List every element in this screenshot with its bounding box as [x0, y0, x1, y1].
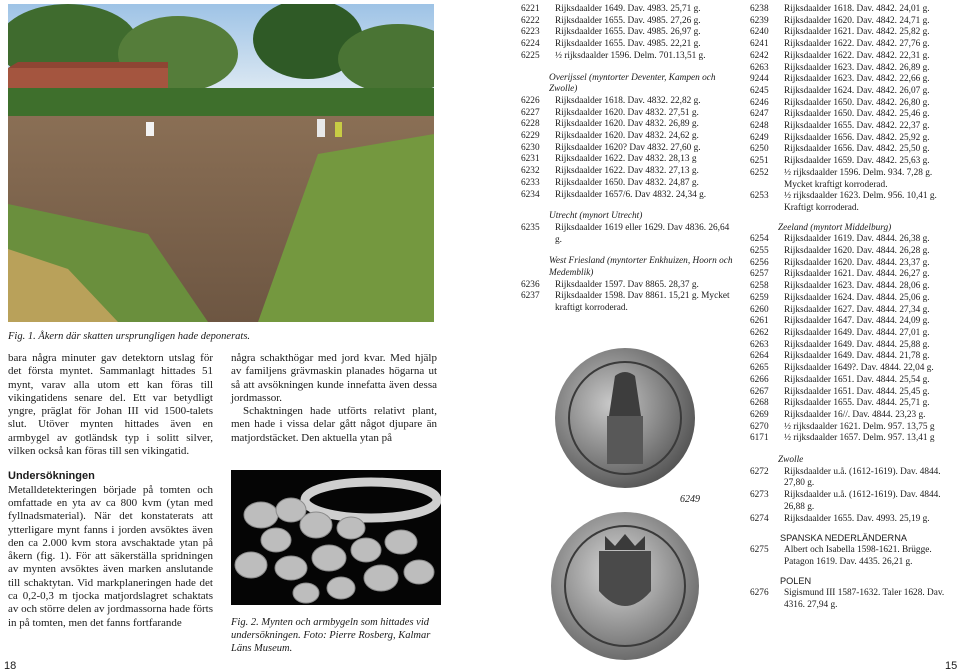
- catalog-number: 6250: [750, 144, 769, 155]
- catalog-number: 6226: [521, 95, 540, 106]
- catalog-number: 6223: [521, 27, 540, 38]
- catalog-number: 6249: [750, 132, 769, 143]
- catalog-entry: [750, 4, 960, 16]
- catalog-entry: [750, 234, 960, 246]
- coins-photo: [231, 470, 441, 605]
- catalog-entry: [521, 190, 736, 202]
- catalog-description: Rijksdaalder 1624. Dav. 4842. 26,07 g.: [784, 85, 930, 96]
- section-overijssel: Overijssel (myntorter Deventer, Kampen och Zwolle): [549, 72, 716, 95]
- catalog-column-1: [521, 4, 736, 315]
- catalog-number: 6224: [521, 39, 540, 50]
- catalog-column-2: [750, 4, 960, 611]
- catalog-entry: [750, 398, 960, 410]
- catalog-description: Rijksdaalder 1656. Dav. 4842. 25,92 g.: [784, 132, 930, 143]
- catalog-number: 6239: [750, 15, 769, 26]
- catalog-entry: [521, 16, 736, 28]
- catalog-entry: [750, 39, 960, 51]
- catalog-number: 6227: [521, 107, 540, 118]
- catalog-entry: [750, 144, 960, 156]
- catalog-entry: [750, 168, 960, 191]
- catalog-entry: [750, 74, 960, 86]
- catalog-description: Rijksdaalder 1623. Dav. 4844. 28,06 g.: [784, 281, 930, 292]
- catalog-description: Rijksdaalder 1650. Dav 4832. 24,87 g.: [555, 177, 699, 188]
- catalog-description: Rijksdaalder 1618. Dav. 4832. 22,82 g.: [555, 95, 701, 106]
- catalog-entry: [521, 280, 736, 292]
- section-utrecht: Utrecht (mynort Utrecht): [549, 211, 643, 222]
- catalog-entry: [750, 258, 960, 270]
- catalog-number: 6272: [750, 466, 769, 477]
- catalog-entry: [750, 340, 960, 352]
- catalog-entry: [750, 63, 960, 75]
- catalog-description: Rijksdaalder 1651. Dav. 4844. 25,54 g.: [784, 374, 930, 385]
- catalog-number: 6257: [750, 269, 769, 280]
- catalog-number: 6265: [750, 363, 769, 374]
- figure-1-caption: Fig. 1. Åkern där skatten ursprungligen hade deponerats.: [8, 331, 251, 342]
- catalog-description: Rijksdaalder 1618. Dav. 4842. 24,01 g.: [784, 4, 930, 14]
- catalog-number: 6246: [750, 97, 769, 108]
- catalog-entry: [521, 39, 736, 51]
- catalog-number: 6262: [750, 327, 769, 338]
- catalog-description: Rijksdaalder 1622. Dav 4832. 27,13 g.: [555, 166, 699, 177]
- catalog-number: 6248: [750, 121, 769, 132]
- catalog-number: 6232: [521, 166, 540, 177]
- catalog-description: Rijksdaalder 1622. Dav. 4842. 22,31 g.: [784, 50, 930, 61]
- catalog-number: 9244: [750, 74, 769, 85]
- catalog-description: Rijksdaalder 1621. Dav. 4842. 25,82 g.: [784, 27, 930, 38]
- catalog-entry: [521, 154, 736, 166]
- catalog-description: Rijksdaalder 1655. Dav. 4985. 22,21 g.: [555, 39, 701, 50]
- figure-2-caption: Fig. 2. Mynten och armbygeln som hittades vid undersökningen. Foto: Pierre Rosberg, Kalmar Läns Museum.: [231, 617, 431, 654]
- coin-label: 6249: [680, 494, 700, 505]
- catalog-number: 6258: [750, 281, 769, 292]
- catalog-entry: [521, 291, 736, 314]
- catalog-number: 6229: [521, 131, 540, 142]
- catalog-number: 6259: [750, 292, 769, 303]
- catalog-number: 6245: [750, 85, 769, 96]
- catalog-entry: [521, 119, 736, 131]
- catalog-entry: [750, 588, 960, 611]
- catalog-entry: [521, 143, 736, 155]
- catalog-description: ½ rijksdaalder 1596. Delm. 701.13,51 g.: [555, 50, 706, 61]
- catalog-number: 6233: [521, 177, 540, 188]
- catalog-description: Rijksdaalder 1657/6. Dav 4832. 24,34 g.: [555, 189, 707, 200]
- catalog-description: Rijksdaalder 1650. Dav. 4842. 25,46 g.: [784, 109, 930, 120]
- catalog-entry: [521, 166, 736, 178]
- catalog-entry: [750, 121, 960, 133]
- catalog-entry: [750, 422, 960, 434]
- catalog-entry: [750, 305, 960, 317]
- catalog-number: 6266: [750, 374, 769, 385]
- catalog-description: Rijksdaalder 1655. Dav. 4844. 25,71 g.: [784, 398, 930, 409]
- catalog-description: Rijksdaalder 1622. Dav 4832. 28,13 g: [555, 154, 697, 165]
- catalog-entry: [750, 27, 960, 39]
- catalog-description: Rijksdaalder 1598. Dav 8861. 15,21 g. Mycket kraftigt korroderad.: [555, 291, 730, 314]
- catalog-entry: [521, 51, 736, 63]
- catalog-entry: [750, 86, 960, 98]
- catalog-number: 6263: [750, 339, 769, 350]
- catalog-number: 6236: [521, 279, 540, 290]
- catalog-number: 6264: [750, 351, 769, 362]
- catalog-description: Rijksdaalder 1649. Dav. 4844. 25,88 g.: [784, 339, 930, 350]
- catalog-number: 6234: [521, 189, 540, 200]
- catalog-description: Rijksdaalder 1656. Dav. 4842. 25,50 g.: [784, 144, 930, 155]
- section-polen: POLEN: [780, 576, 812, 587]
- catalog-description: Rijksdaalder u.å. (1612-1619). Dav. 4844. 27,80 g.: [784, 466, 941, 489]
- catalog-entry: [750, 98, 960, 110]
- catalog-entry: [750, 281, 960, 293]
- catalog-entry: [750, 433, 960, 445]
- catalog-entry: [750, 363, 960, 375]
- catalog-description: ½ rijksdaalder 1596. Delm. 934. 7,28 g. Mycket kraftigt korroderad.: [784, 167, 933, 190]
- catalog-description: Rijksdaalder 1622. Dav. 4842. 27,76 g.: [784, 39, 930, 50]
- catalog-description: Rijksdaalder 1620. Dav 4832. 27,51 g.: [555, 107, 699, 118]
- left-column-2: [231, 352, 437, 445]
- catalog-description: Albert och Isabella 1598-1621. Brügge. Patagon 1619. Dav. 4435. 26,21 g.: [784, 544, 932, 567]
- section-heading: Undersökningen: [8, 470, 95, 483]
- catalog-description: Rijksdaalder 1655. Dav. 4993. 25,19 g.: [784, 513, 930, 524]
- catalog-description: Sigismund III 1587-1632. Taler 1628. Dav. 4316. 27,94 g.: [784, 588, 945, 610]
- catalog-description: Rijksdaalder 1620. Dav 4832. 26,89 g.: [555, 119, 699, 130]
- catalog-number: 6221: [521, 4, 540, 14]
- catalog-description: Rijksdaalder 1651. Dav. 4844. 25,45 g.: [784, 386, 930, 397]
- page-number-right: 15: [945, 660, 958, 672]
- catalog-description: ½ rijksdaalder 1621. Delm. 957. 13,75 g: [784, 421, 935, 432]
- catalog-description: Rijksdaalder 1647. Dav. 4844. 24,09 g.: [784, 316, 930, 327]
- catalog-number: 6269: [750, 409, 769, 420]
- catalog-description: Rijksdaalder 1649. Dav. 4844. 27,01 g.: [784, 327, 930, 338]
- catalog-number: 6247: [750, 109, 769, 120]
- catalog-number: 6251: [750, 156, 769, 167]
- catalog-number: 6228: [521, 119, 540, 130]
- catalog-description: ½ rijksdaalder 1657. Delm. 957. 13,41 g: [784, 433, 935, 444]
- catalog-description: Rijksdaalder u.å. (1612-1619). Dav. 4844. 26,88 g.: [784, 490, 941, 512]
- catalog-number: 6241: [750, 39, 769, 50]
- catalog-entry: [750, 410, 960, 422]
- catalog-number: 6225: [521, 50, 540, 61]
- catalog-number: 6238: [750, 4, 769, 14]
- catalog-number: 6273: [750, 490, 769, 501]
- catalog-description: Rijksdaalder 1620. Dav. 4844. 26,28 g.: [784, 246, 930, 257]
- catalog-entry: [750, 16, 960, 28]
- catalog-entry: [521, 131, 736, 143]
- catalog-number: 6255: [750, 246, 769, 257]
- catalog-number: 6274: [750, 513, 769, 524]
- catalog-entry: [750, 545, 960, 568]
- catalog-description: Rijksdaalder 1620. Dav. 4842. 24,71 g.: [784, 15, 930, 26]
- catalog-description: Rijksdaalder 1624. Dav. 4844. 25,06 g.: [784, 292, 930, 303]
- catalog-number: 6268: [750, 398, 769, 409]
- catalog-description: Rijksdaalder 1597. Dav 8865. 28,37 g.: [555, 279, 699, 290]
- section-spanska-nederlanderna: SPANSKA NEDERLÄNDERNA: [780, 533, 907, 544]
- catalog-description: Rijksdaalder 1623. Dav. 4842. 22,66 g.: [784, 74, 930, 85]
- catalog-number: 6261: [750, 316, 769, 327]
- catalog-entry: [750, 351, 960, 363]
- paragraph: bara några minuter gav detektorn utslag för det första myntet. Sammanlagt hittades 51 mynt, varav alla utom ett kan föras till vikingatidens senare del. Ett var betydligt yngre, präglat för Johan III vid 1500-talets slut. Utöver mynten hittades även en armbygel av gotländsk typ i solitt silver, vilken också kan föras till sen vikingatid.: [8, 352, 213, 458]
- left-column-1: [8, 352, 213, 630]
- paragraph: Schaktningen hade utförts relativt plant, men hade i vissa delar gått något djupare än matjordstäcket. Den aktuella ytan på: [231, 405, 437, 444]
- catalog-entry: [750, 191, 960, 214]
- catalog-number: 6260: [750, 304, 769, 315]
- catalog-entry: [521, 108, 736, 120]
- catalog-entry: [750, 293, 960, 305]
- section-zeeland: Zeeland (myntort Middelburg): [778, 222, 892, 233]
- catalog-entry: [750, 109, 960, 121]
- catalog-entry: [521, 178, 736, 190]
- catalog-description: Rijksdaalder 1655. Dav. 4985. 27,26 g.: [555, 15, 701, 26]
- catalog-description: Rijksdaalder 1649. Dav. 4844. 21,78 g.: [784, 351, 930, 362]
- catalog-number: 6237: [521, 291, 540, 302]
- catalog-description: Rijksdaalder 1620. Dav. 4844. 23,37 g.: [784, 257, 930, 268]
- page-number-left: 18: [4, 660, 17, 672]
- catalog-entry: [750, 387, 960, 399]
- catalog-entry: [750, 467, 960, 490]
- field-photo: [8, 4, 434, 322]
- catalog-description: Rijksdaalder 1655. Dav. 4985. 26,97 g.: [555, 27, 701, 38]
- catalog-entry: [750, 269, 960, 281]
- paragraph: Metalldetekteringen började på tomten och omfattade en yta av ca 800 kvm (ytan med fyllnadsmaterial). När det konstaterats att ytterligare mynt fanns i jorden avsöktes även den ca 2.000 kvm stora avschaktade ytan på åkern (fig. 1). För att säkerställa spridningen av mynten avsöktes även marken anslutande till schaktytan. Vid markplaneringen hade det ca 0,2-0,3 m tjocka matjordslagret schaktats av och större delen av jordmassorna hade förts in på tomten, men det fanns fortfarande: [8, 483, 213, 629]
- catalog-entry: [750, 51, 960, 63]
- catalog-entry: [750, 514, 960, 526]
- catalog-entry: [750, 246, 960, 258]
- catalog-description: Rijksdaalder 1619 eller 1629. Dav 4836. 26,64 g.: [555, 222, 730, 245]
- catalog-entry: [521, 96, 736, 108]
- catalog-number: 6242: [750, 50, 769, 61]
- catalog-entry: [750, 375, 960, 387]
- catalog-description: Rijksdaalder 1623. Dav. 4842. 26,89 g.: [784, 62, 930, 73]
- catalog-entry: [750, 328, 960, 340]
- catalog-number: 6270: [750, 421, 769, 432]
- catalog-description: Rijksdaalder 1659. Dav. 4842. 25,63 g.: [784, 156, 930, 167]
- catalog-number: 6275: [750, 544, 769, 555]
- catalog-number: 6256: [750, 257, 769, 268]
- catalog-number: 6263: [750, 62, 769, 73]
- catalog-number: 6276: [750, 588, 769, 599]
- section-west-friesland: West Friesland (myntorter Enkhuizen, Hoorn och Medemblik): [549, 256, 733, 279]
- catalog-description: Rijksdaalder 1621. Dav. 4844. 26,27 g.: [784, 269, 930, 280]
- catalog-entry: [521, 27, 736, 39]
- section-zwolle: Zwolle: [778, 455, 804, 466]
- catalog-description: Rijksdaalder 1619. Dav. 4844. 26,38 g.: [784, 234, 930, 245]
- catalog-number: 6240: [750, 27, 769, 38]
- catalog-description: Rijksdaalder 1655. Dav. 4842. 22,37 g.: [784, 121, 930, 132]
- catalog-number: 6252: [750, 167, 769, 178]
- catalog-entry: [750, 133, 960, 145]
- catalog-description: Rijksdaalder 1620? Dav 4832. 27,60 g.: [555, 142, 701, 153]
- catalog-entry: [750, 156, 960, 168]
- catalog-number: 6267: [750, 386, 769, 397]
- paragraph: några schakthögar med jord kvar. Med hjälp av familjens grävmaskin planades högarna ut så att avsökningen kunde innefatta även dessa jordmassor.: [231, 352, 437, 404]
- catalog-number: 6231: [521, 154, 540, 165]
- catalog-description: Rijksdaalder 1649. Dav. 4983. 25,71 g.: [555, 4, 701, 14]
- catalog-description: Rijksdaalder 16//. Dav. 4844. 23,23 g.: [784, 409, 926, 420]
- catalog-number: 6222: [521, 15, 540, 26]
- catalog-description: Rijksdaalder 1650. Dav. 4842. 26,80 g.: [784, 97, 930, 108]
- catalog-entry: [521, 4, 736, 16]
- catalog-description: Rijksdaalder 1620. Dav 4832. 24,62 g.: [555, 131, 699, 142]
- catalog-entry: [750, 490, 960, 513]
- catalog-number: 6235: [521, 222, 540, 233]
- catalog-description: Rijksdaalder 1627. Dav. 4844. 27,34 g.: [784, 304, 930, 315]
- catalog-entry: [750, 316, 960, 328]
- catalog-entry: [521, 223, 736, 246]
- catalog-number: 6253: [750, 191, 769, 202]
- catalog-number: 6254: [750, 234, 769, 245]
- catalog-number: 6230: [521, 142, 540, 153]
- catalog-description: Rijksdaalder 1649?. Dav. 4844. 22,04 g.: [784, 363, 934, 374]
- catalog-number: 6171: [750, 433, 769, 444]
- catalog-description: ½ rijksdaalder 1623. Delm. 956. 10,41 g. Kraftigt korroderad.: [784, 191, 937, 213]
